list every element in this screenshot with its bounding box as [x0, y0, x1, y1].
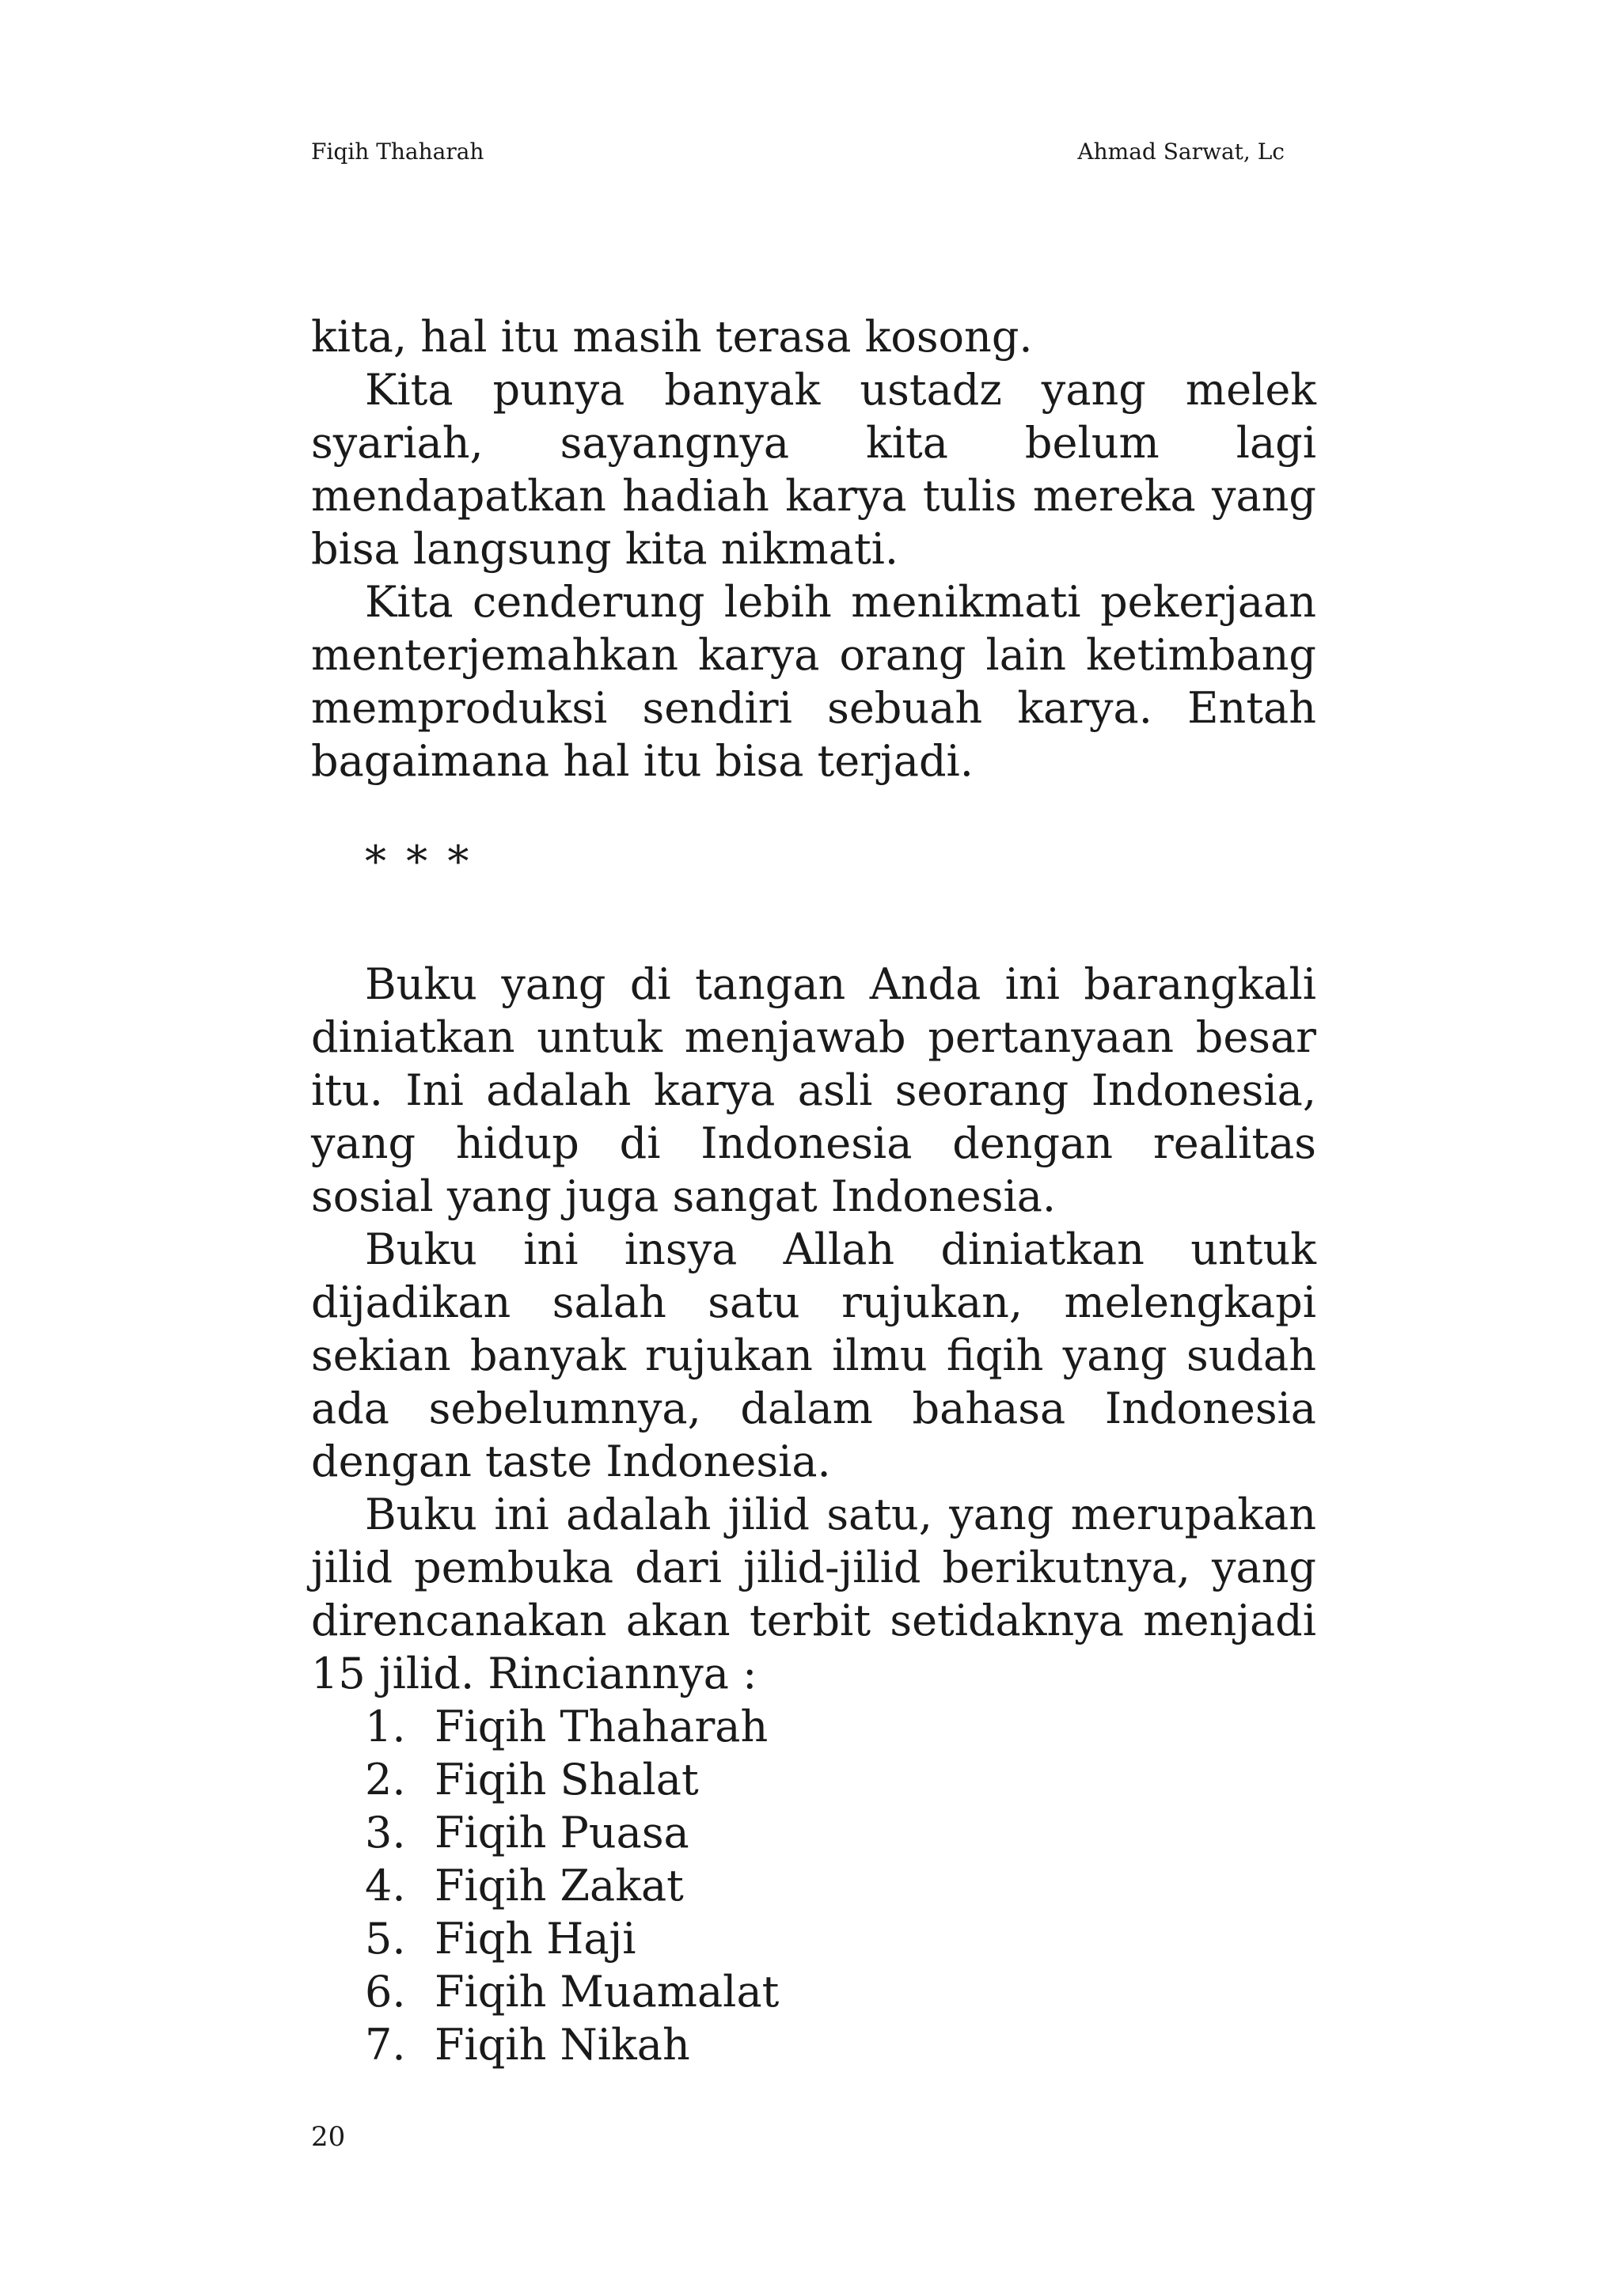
list-item-title: Fiqih Shalat [435, 1755, 699, 1805]
list-item-title: Fiqih Thaharah [435, 1702, 769, 1751]
paragraph: Buku ini insya Allah diniatkan untuk dijadikan salah satu rujukan, melengkapi sekian banyak rujukan ilmu fiqih yang sudah ada sebelumnya, dalam bahasa Indonesia dengan taste Indonesia. [311, 1224, 1316, 1486]
header-book-title: Fiqih Thaharah [311, 139, 484, 165]
list-item [365, 1859, 1316, 1912]
list-item-title: Fiqih Nikah [435, 2020, 690, 2070]
list-item-number: 7. [365, 2020, 406, 2070]
spacer [311, 888, 1316, 958]
list-item-number: 6. [365, 1967, 406, 2017]
list-item [365, 1806, 1316, 1859]
page-body [311, 310, 1316, 2071]
list-item [365, 1753, 1316, 1806]
header-author: Ahmad Sarwat, Lc [1077, 139, 1285, 165]
list-item-number: 3. [365, 1808, 406, 1858]
list-item-title: Fiqih Zakat [435, 1861, 684, 1911]
page-number: 20 [311, 2121, 346, 2153]
paragraph: Buku ini adalah jilid satu, yang merupakan jilid pembuka dari jilid-jilid berikutnya, yang direncanakan akan terbit setidaknya menjadi 15 jilid. Rinciannya : [311, 1490, 1316, 1698]
list-item-title: Fiqh Haji [435, 1914, 636, 1964]
list-item [365, 1965, 1316, 2018]
list-item [365, 2018, 1316, 2071]
list-item-title: Fiqih Muamalat [435, 1967, 780, 2017]
list-item-title: Fiqih Puasa [435, 1808, 689, 1858]
paragraph: Kita punya banyak ustadz yang melek syariah, sayangnya kita belum lagi mendapatkan hadiah karya tulis mereka yang bisa langsung kita nikmati. [311, 365, 1316, 574]
paragraph: Kita cenderung lebih menikmati pekerjaan menterjemahkan karya orang lain ketimbang memproduksi sendiri sebuah karya. Entah bagaimana hal itu bisa terjadi. [311, 577, 1316, 786]
volume-list [311, 1700, 1316, 2071]
list-item [365, 1912, 1316, 1965]
list-item-number: 4. [365, 1861, 406, 1911]
list-item [365, 1700, 1316, 1753]
list-item-number: 2. [365, 1755, 406, 1805]
paragraph: kita, hal itu masih terasa kosong. [311, 312, 1033, 362]
paragraph: Buku yang di tangan Anda ini barangkali diniatkan untuk menjawab pertanyaan besar itu. Ini adalah karya asli seorang Indonesia, yang hidup di Indonesia dengan realitas sosial yang juga sangat Indonesia. [311, 959, 1316, 1221]
list-item-number: 5. [365, 1914, 406, 1964]
list-item-number: 1. [365, 1702, 406, 1751]
section-separator: * * * [365, 837, 473, 886]
running-header [311, 136, 1285, 168]
